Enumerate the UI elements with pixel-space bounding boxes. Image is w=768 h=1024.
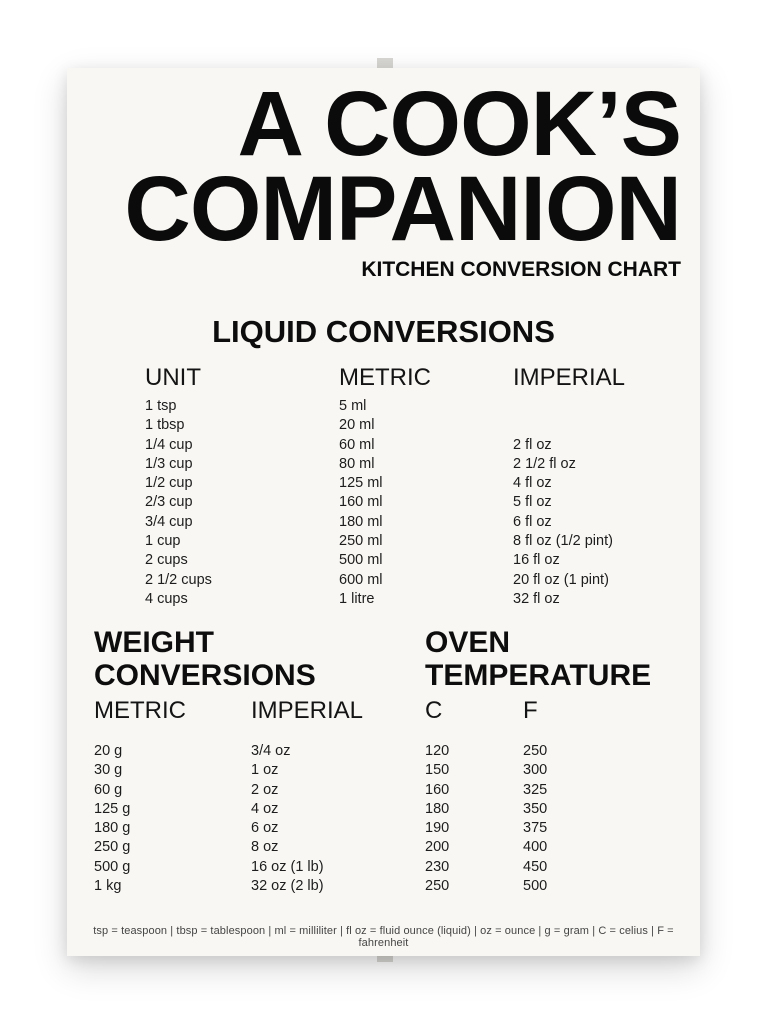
fahrenheit-cell: 500 (523, 878, 548, 895)
poster-title (124, 73, 681, 260)
poster-subtitle: KITCHEN CONVERSION CHART (361, 258, 681, 281)
liquid-conversions-table (145, 364, 670, 609)
metric-cell: 30 g (94, 762, 123, 779)
column-header-fahrenheit: F (523, 697, 538, 724)
imperial-cell (513, 397, 670, 416)
poster-title-line2: COMPANION (124, 158, 681, 260)
metric-cell: 250 ml (339, 533, 383, 550)
imperial-cell: 6 oz (251, 820, 279, 837)
celsius-cell: 120 (425, 743, 450, 759)
oven-temperature-table (425, 697, 655, 896)
imperial-cell: 32 fl oz (513, 590, 560, 607)
unit-cell: 1/4 cup (145, 436, 193, 453)
imperial-cell: 4 oz (251, 800, 279, 817)
fahrenheit-cell: 325 (523, 781, 548, 798)
liquid-table-body (145, 397, 670, 609)
metric-cell: 60 g (94, 781, 123, 798)
metric-cell: 125 g (94, 800, 131, 817)
weight-conversions-table (94, 697, 399, 896)
column-header-unit: UNIT (145, 364, 201, 391)
column-header-metric: METRIC (94, 697, 186, 724)
unit-cell: 4 cups (145, 590, 188, 607)
imperial-cell: 4 fl oz (513, 475, 552, 492)
column-header-metric: METRIC (339, 364, 431, 391)
imperial-cell: 2 fl oz (513, 436, 552, 453)
imperial-cell: 5 fl oz (513, 494, 552, 511)
fahrenheit-cell: 400 (523, 839, 548, 856)
unit-cell: 2/3 cup (145, 494, 193, 511)
imperial-cell: 1 oz (251, 762, 279, 779)
unit-cell: 1/3 cup (145, 455, 193, 472)
unit-cell: 1/2 cup (145, 475, 193, 492)
metric-cell: 125 ml (339, 475, 383, 492)
conversion-chart-poster (67, 68, 700, 956)
fahrenheit-cell: 350 (523, 800, 548, 817)
imperial-cell: 8 fl oz (1/2 pint) (513, 533, 613, 550)
metric-cell: 180 g (94, 820, 131, 837)
column-header-celsius: C (425, 697, 443, 724)
metric-cell: 180 ml (339, 513, 383, 530)
fahrenheit-cell: 375 (523, 820, 548, 837)
fahrenheit-cell: 250 (523, 743, 548, 759)
metric-cell: 5 ml (339, 398, 367, 414)
imperial-cell: 8 oz (251, 839, 279, 856)
fahrenheit-cell: 300 (523, 762, 548, 779)
weight-table-header (94, 697, 399, 725)
metric-cell: 600 ml (339, 571, 383, 588)
metric-cell: 500 ml (339, 552, 383, 569)
metric-cell: 160 ml (339, 494, 383, 511)
metric-cell: 250 g (94, 839, 131, 856)
unit-cell: 2 1/2 cups (145, 571, 212, 588)
metric-cell: 80 ml (339, 455, 375, 472)
column-header-imperial: IMPERIAL (251, 697, 364, 724)
unit-cell: 3/4 cup (145, 513, 193, 530)
imperial-cell: 20 fl oz (1 pint) (513, 571, 609, 588)
metric-cell: 20 g (94, 743, 123, 759)
oven-table-header (425, 697, 655, 725)
imperial-cell: 32 oz (2 lb) (251, 878, 324, 895)
abbreviation-key: tsp = teaspoon | tbsp = tablespoon | ml = milliliter | fl oz = fluid ounce (liquid) | oz = ounce | g = gram | C = celius | F = fahrenheit (93, 925, 674, 949)
liquid-table-header (145, 364, 670, 392)
unit-cell: 2 cups (145, 552, 188, 569)
celsius-cell: 160 (425, 781, 450, 798)
weight-conversions-heading: WEIGHT CONVERSIONS (94, 626, 316, 692)
celsius-cell: 230 (425, 858, 450, 875)
oven-temperature-heading: OVEN TEMPERATURE (425, 626, 652, 692)
celsius-cell: 200 (425, 839, 450, 856)
celsius-cell: 150 (425, 762, 450, 779)
metric-cell: 20 ml (339, 417, 375, 434)
celsius-cell: 190 (425, 820, 450, 837)
unit-cell: 1 tbsp (145, 417, 185, 434)
unit-cell: 1 cup (145, 533, 181, 550)
liquid-conversions-heading: LIQUID CONVERSIONS (212, 314, 555, 349)
fahrenheit-cell: 450 (523, 858, 548, 875)
metric-cell: 60 ml (339, 436, 375, 453)
imperial-cell: 6 fl oz (513, 513, 552, 530)
imperial-cell: 3/4 oz (251, 743, 291, 759)
celsius-cell: 250 (425, 878, 450, 895)
celsius-cell: 180 (425, 800, 450, 817)
weight-table-body (94, 742, 399, 896)
column-header-imperial: IMPERIAL (513, 364, 626, 391)
imperial-cell: 2 1/2 fl oz (513, 455, 576, 472)
imperial-cell: 2 oz (251, 781, 279, 798)
oven-table-body (425, 742, 655, 896)
metric-cell: 1 kg (94, 878, 122, 895)
metric-cell: 500 g (94, 858, 131, 875)
imperial-cell: 16 fl oz (513, 552, 560, 569)
imperial-cell: 16 oz (1 lb) (251, 858, 324, 875)
unit-cell: 1 tsp (145, 398, 177, 414)
metric-cell: 1 litre (339, 590, 375, 607)
imperial-cell (513, 416, 670, 435)
poster-title-line1: A COOK’S (237, 73, 681, 175)
